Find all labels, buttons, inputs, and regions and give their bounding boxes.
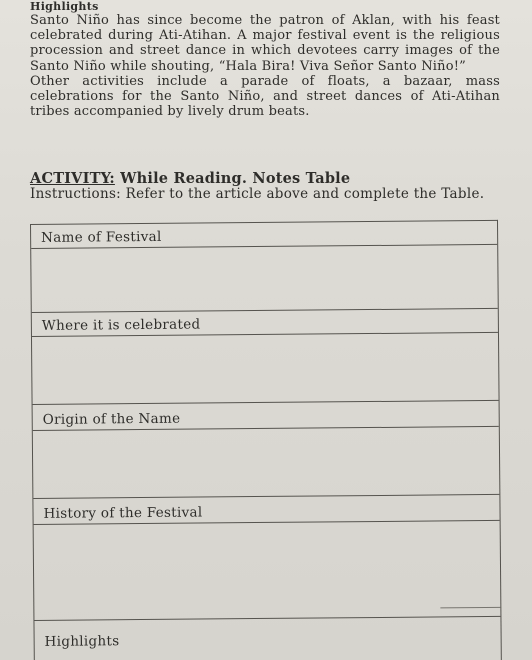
table-answer-cell[interactable]: [34, 521, 501, 621]
article-paragraph-1: Santo Niño has since become the patron of Aklan, with his feast celebrated during Ati-Atihan. A major festival event is the religious procession and street dance in which devotees carry images of the Santo Niño while shouting, “Hala Bira! Viva Señor Santo Niño!”: [30, 13, 500, 74]
activity-label: ACTIVITY:: [30, 170, 115, 187]
article-paragraph-2: Other activities include a parade of floats, a bazaar, mass celebrations for the Santo Niño, and street dances of Ati-Atihan tribes accompanied by lively drum beats.: [30, 73, 500, 120]
section-heading: Highlights: [30, 0, 99, 13]
table-answer-cell[interactable]: [32, 333, 499, 405]
table-answer-cell[interactable]: [33, 427, 500, 499]
instructions-text: Instructions: Refer to the article above and complete the Table.: [30, 186, 485, 202]
table-answer-cell[interactable]: [31, 245, 498, 313]
table-row-heading: Origin of the Name: [33, 403, 499, 431]
article-excerpt: [30, 0, 500, 119]
table-row-heading: Name of Festival: [31, 221, 497, 249]
activity-title: [30, 170, 350, 187]
activity-name: While Reading. Notes Table: [120, 170, 351, 187]
notes-table: [30, 220, 502, 660]
table-row-heading: History of the Festival: [33, 497, 499, 525]
table-row-heading: Highlights: [44, 633, 120, 650]
table-row-heading: Where it is celebrated: [32, 309, 498, 337]
